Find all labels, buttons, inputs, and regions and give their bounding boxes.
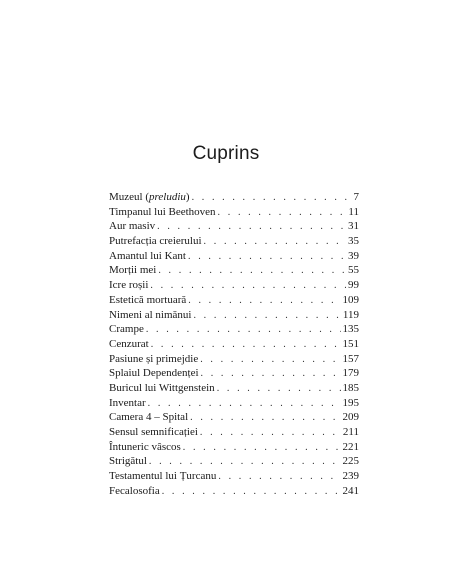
toc-entry: [109, 219, 359, 234]
toc-entry-page: 35: [348, 235, 359, 248]
toc-entry-title: Buricul lui Wittgenstein: [109, 381, 215, 394]
dot-leader: [183, 441, 341, 455]
toc-entry-page: 135: [342, 323, 359, 336]
dot-leader: [218, 206, 347, 220]
toc-entry: [109, 484, 359, 499]
toc-entry-page: 109: [342, 293, 359, 306]
toc-entry-page: 211: [342, 426, 359, 438]
toc-entry-title: Crampe: [109, 323, 144, 336]
toc-entry-title: Morții mei: [109, 264, 157, 277]
dot-leader: [217, 382, 341, 396]
dot-leader: [192, 191, 349, 205]
dot-leader: [218, 470, 340, 484]
dot-leader: [149, 455, 341, 469]
toc-entry-title: Estetică mortuară: [109, 293, 187, 306]
toc-entry: [109, 337, 359, 352]
toc-entry: [109, 454, 359, 469]
toc-entry-page: 157: [342, 352, 359, 365]
dot-leader: [204, 235, 346, 249]
toc-entry-title: Camera 4 – Spital: [109, 411, 189, 424]
dot-leader: [157, 220, 346, 234]
toc-entry: [109, 469, 359, 484]
toc-entry-subtitle: preludiu: [149, 191, 186, 203]
toc-entry-page: 221: [342, 440, 359, 453]
toc-entry: [109, 190, 359, 205]
toc-entry-title: Aur masiv: [109, 220, 156, 233]
toc-entry: [109, 366, 359, 381]
dot-leader: [188, 294, 340, 308]
toc-entry: [109, 396, 359, 411]
toc-entry: [109, 205, 359, 220]
toc-entry-title: Inventar: [109, 396, 146, 409]
toc-entry: [109, 440, 359, 455]
toc-entry-page: 55: [348, 264, 359, 277]
toc-entry: [109, 425, 359, 440]
dot-leader: [188, 250, 346, 264]
toc-entry: [109, 293, 359, 308]
toc-entry-page: 185: [342, 381, 359, 394]
toc-entry-title: Muzeul (preludiu): [109, 191, 190, 203]
dot-leader: [200, 426, 341, 440]
dot-leader: [200, 353, 340, 367]
dot-leader: [146, 323, 341, 337]
toc-entry: [109, 352, 359, 367]
dot-leader: [190, 411, 340, 425]
toc-entry: [109, 234, 359, 249]
toc-entry-title: Strigătul: [109, 455, 147, 468]
toc-entry-title: Cenzurat: [109, 337, 149, 350]
dot-leader: [193, 309, 340, 323]
toc-entry-title: Nimeni al nimănui: [109, 308, 192, 321]
toc-entry-page: 31: [348, 220, 359, 233]
toc-entry-page: 241: [342, 484, 359, 497]
toc-entry-title: Testamentul lui Țurcanu: [109, 470, 217, 483]
toc-entry-title: Fecalosofia: [109, 484, 160, 497]
toc-entry-page: 239: [342, 470, 359, 483]
toc-entry-title: Sensul semnificației: [109, 426, 198, 438]
dot-leader: [201, 367, 341, 381]
toc-entry-page: 7: [353, 191, 359, 203]
toc-entry-page: 195: [342, 396, 359, 409]
toc-entry-title: Întuneric vâscos: [109, 440, 181, 453]
toc-entry-page: 99: [348, 279, 359, 292]
toc-entry-title: Timpanul lui Beethoven: [109, 205, 216, 218]
toc-entry-page: 119: [342, 308, 359, 321]
toc-entry: [109, 381, 359, 396]
dot-leader: [158, 264, 346, 278]
page-title: Cuprins: [192, 143, 260, 164]
toc-entry-title: Splaiul Dependenței: [109, 367, 199, 380]
toc-entry-page: 11: [348, 205, 359, 218]
toc-entry: [109, 249, 359, 264]
toc-entry-page: 151: [342, 337, 359, 350]
dot-leader: [151, 338, 341, 352]
toc-entry-title: Putrefacția creierului: [109, 235, 202, 248]
toc-entry: [109, 278, 359, 293]
toc-entry-page: 179: [342, 367, 359, 380]
toc-entry: [109, 308, 359, 323]
toc-entry-page: 209: [342, 411, 359, 424]
toc-entry: [109, 410, 359, 425]
dot-leader: [148, 397, 341, 411]
toc-entry: [109, 322, 359, 337]
table-of-contents: [109, 190, 359, 498]
toc-entry-title: Amantul lui Kant: [109, 249, 186, 262]
toc-entry-title: Pasiune și primejdie: [109, 352, 199, 365]
dot-leader: [150, 279, 346, 293]
toc-entry-page: 39: [348, 249, 359, 262]
toc-entry-title: Icre roșii: [109, 279, 149, 292]
dot-leader: [162, 485, 341, 499]
toc-entry: [109, 263, 359, 278]
toc-entry-page: 225: [342, 455, 359, 468]
